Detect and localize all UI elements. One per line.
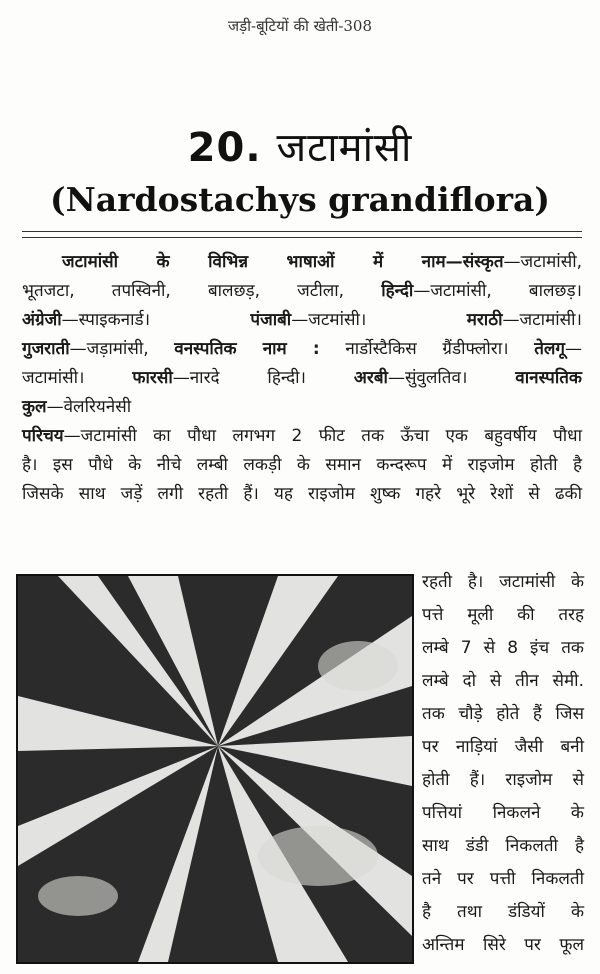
text-line: साथ डंडी निकलती है (422, 836, 584, 856)
text-line: अन्तिम सिरे पर फूल (422, 935, 584, 955)
text-line (22, 277, 582, 306)
plant-photo (16, 574, 414, 964)
names-paragraph (22, 248, 582, 422)
text-line: होती हैं। राइजोम से (422, 770, 584, 790)
text-line: है तथा डंडियों के (422, 902, 584, 922)
intro-paragraph-wrap (422, 566, 584, 962)
text-line (22, 451, 582, 480)
text-line (22, 335, 582, 364)
text-run: —जटामांसी, बालछड़। (413, 281, 582, 301)
bold-term: परिचय (22, 426, 64, 446)
scientific-name: (Nardostachys grandiflora) (50, 180, 550, 219)
text-run: है। इस पौधे के नीचे लम्बी लकड़ी के समान कन्दरूप में राइजोम होती है (22, 455, 582, 475)
text-run: —जटामांसी, (503, 252, 582, 272)
text-run: नार्डोस्टैकिस ग्रैंडीफ्लोरा। (319, 339, 535, 359)
text-run: जटामांसी। (22, 368, 133, 388)
text-run: —नारदे हिन्दी। (172, 368, 354, 388)
bold-term: पंजाबी (250, 310, 292, 330)
text-line (22, 480, 582, 509)
title-rule-top (22, 231, 582, 232)
chapter-name: जटामांसी (276, 125, 413, 171)
text-line: लम्बे 7 से 8 इंच तक (422, 638, 584, 658)
text-line (22, 248, 582, 277)
bold-term: अरबी (353, 368, 388, 388)
text-line (22, 306, 582, 335)
text-run: जिसके साथ जड़ें लगी रहती हैं। यह राइजोम शुष्क गहरे भूरे रेशों से ढकी (22, 484, 582, 504)
text-line: तने पर पत्ती निकलती (422, 869, 584, 889)
text-line: तक चौड़े होते हैं जिस (422, 704, 584, 724)
intro-paragraph (22, 422, 582, 509)
bold-term: फारसी (132, 368, 173, 388)
text-run: भूतजटा, तपस्विनी, बालछड़, जटीला, (22, 281, 382, 301)
text-line (22, 364, 582, 393)
bold-term: तेलगू (534, 339, 565, 359)
text-line (22, 393, 582, 422)
text-line: रहती है। जटामांसी के (422, 572, 584, 592)
text-line: पत्ते मूली की तरह (422, 605, 584, 625)
text-line: लम्बे दो से तीन सेमी. (422, 671, 584, 691)
running-head: जड़ी-बूटियों की खेती-308 (227, 17, 373, 35)
chapter-title (0, 118, 600, 173)
text-run: —जटामांसी का पौधा लगभग 2 फीट तक ऊँचा एक बहुवर्षीय पौधा (63, 426, 582, 446)
text-line: पर नाड़ियां जैसी बनी (422, 737, 584, 757)
text-run: —वेलरियनेसी (46, 397, 132, 417)
bold-term: वानस्पतिक (515, 368, 582, 388)
text-run: —जटमांसी। (291, 310, 467, 330)
bold-term: वनस्पतिक नाम : (174, 339, 320, 359)
text-run: — (565, 339, 582, 359)
bold-term: अंग्रेजी (22, 310, 62, 330)
chapter-number: 20. (187, 125, 262, 171)
text-run: —स्पाइकनार्ड। (61, 310, 251, 330)
bold-term: हिन्दी (381, 281, 414, 301)
bold-term: जटामांसी के विभिन्न भाषाओं में नाम— (62, 252, 463, 272)
plant-image-icon (18, 576, 412, 962)
text-run: —सुंवुलतिव। (387, 368, 516, 388)
text-run: —जटामांसी। (502, 310, 582, 330)
bold-term: कुल (22, 397, 47, 417)
text-run: —जड़ामांसी, (69, 339, 175, 359)
bold-term: मराठी (466, 310, 503, 330)
text-line: पत्तियां निकलने के (422, 803, 584, 823)
bold-term: संस्कृत (462, 252, 504, 272)
title-rule-bottom (22, 237, 582, 238)
text-line (22, 422, 582, 451)
bold-term: गुजराती (22, 339, 70, 359)
